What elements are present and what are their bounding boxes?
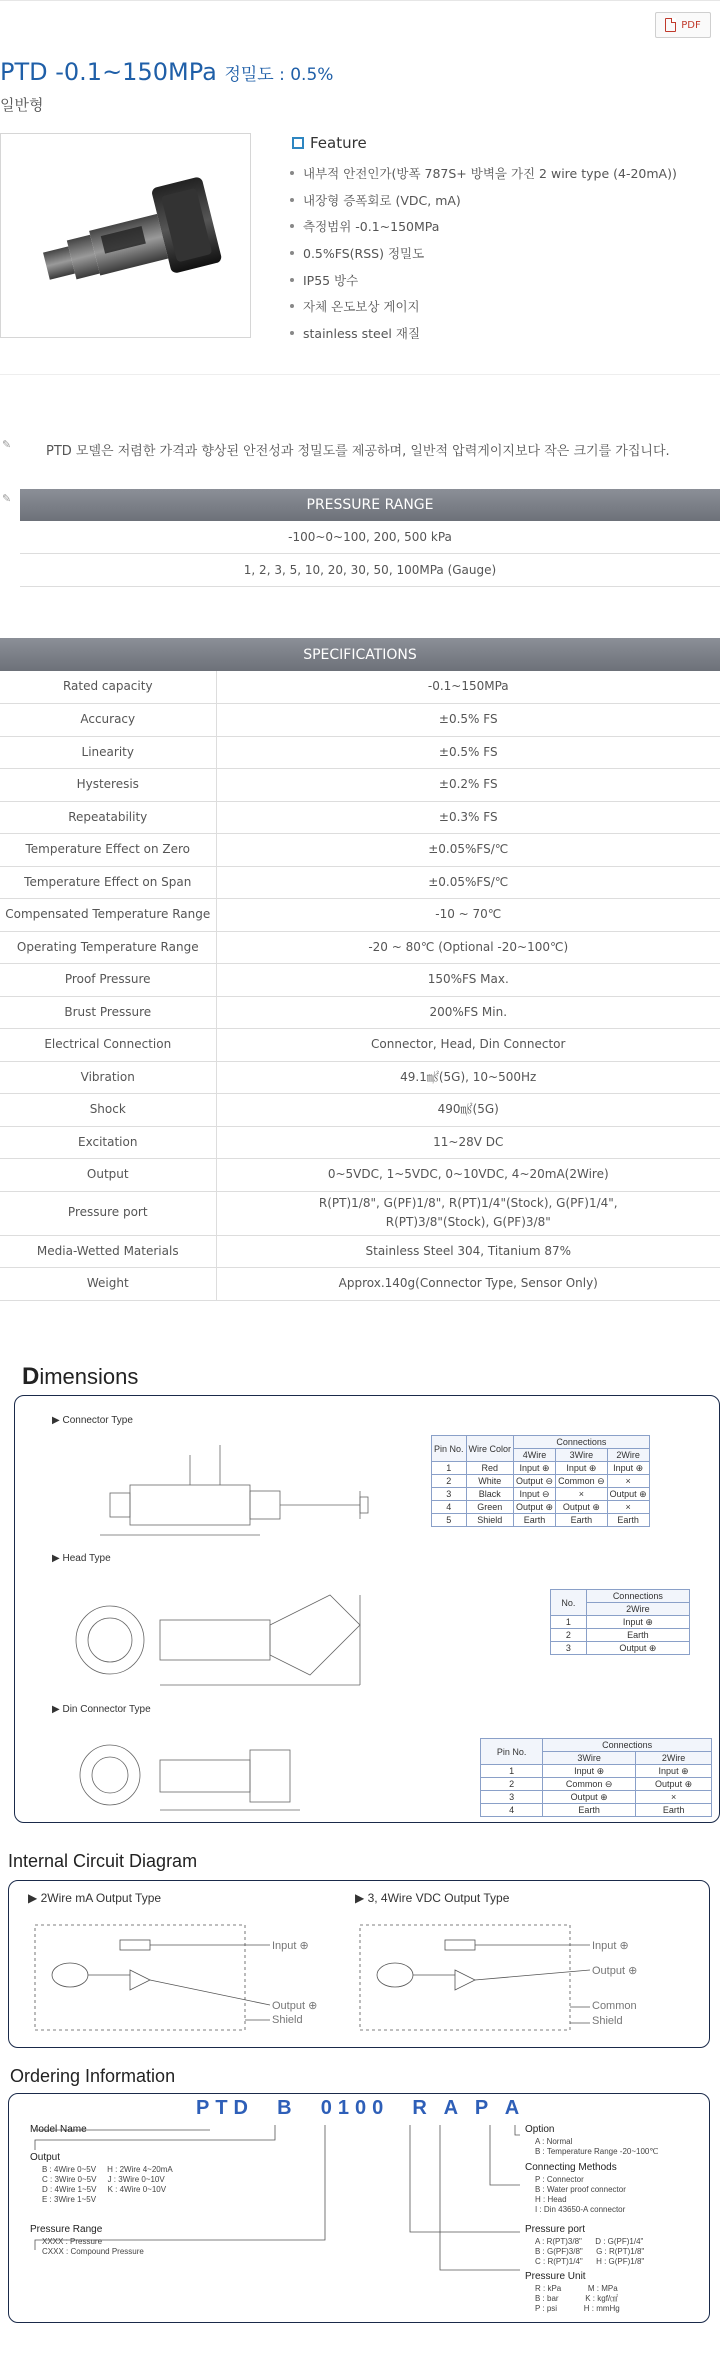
spec-key: Pressure port xyxy=(0,1191,216,1235)
feature-item: 내장형 증폭회로 (VDC, mA) xyxy=(290,187,677,214)
pin-cell: Common ⊖ xyxy=(556,1475,608,1488)
pin-cell: 2 xyxy=(551,1629,587,1642)
col-3wire: 3Wire xyxy=(556,1449,608,1462)
spec-value: ±0.05%FS/℃ xyxy=(216,866,720,899)
pressure-range-header: PRESSURE RANGE xyxy=(20,489,720,521)
pin-cell: 5 xyxy=(432,1514,467,1527)
top-divider xyxy=(0,0,720,1)
spec-value: -20 ~ 80℃ (Optional -20~100℃) xyxy=(216,931,720,964)
spec-key: Proof Pressure xyxy=(0,964,216,997)
pin-row xyxy=(432,1462,650,1475)
code-part: A xyxy=(443,2097,464,2119)
ordering-leader-lines xyxy=(20,2120,520,2310)
option-label: Option xyxy=(525,2124,555,2135)
spec-row xyxy=(0,671,720,704)
spec-value: 49.1㎨(5G), 10~500Hz xyxy=(216,1061,720,1094)
spec-value: 490㎨(5G) xyxy=(216,1094,720,1127)
code-part: PTD xyxy=(196,2097,254,2119)
section-divider xyxy=(0,374,720,375)
ordering-code xyxy=(196,2097,525,2120)
circuit-diagrams xyxy=(30,1915,690,2040)
pressure-port-label: Pressure port xyxy=(525,2224,586,2235)
spec-value: 0~5VDC, 1~5VDC, 0~10VDC, 4~20mA(2Wire) xyxy=(216,1159,720,1192)
spec-value: -0.1~150MPa xyxy=(216,671,720,704)
spec-key: Hysteresis xyxy=(0,769,216,802)
code-part: B xyxy=(277,2097,298,2119)
dimensions-title-rest: imensions xyxy=(39,1364,139,1389)
pressure-range-row: -100~0~100, 200, 500 kPa xyxy=(20,521,720,554)
dimensions-title: Dimensions xyxy=(22,1363,139,1390)
spec-row xyxy=(0,704,720,737)
spec-row xyxy=(0,964,720,997)
feature-list xyxy=(290,160,677,346)
code-part: P xyxy=(474,2097,494,2119)
connecting-methods-label: Connecting Methods xyxy=(525,2162,617,2173)
pressure-port-options: A : R(PT)3/8" D : G(PF)1/4" B : G(PF)3/8" G : R(PT)1/8" C : R(PT)1/4" H : G(PF)1/8" xyxy=(535,2237,645,2266)
circuit-label: Shield xyxy=(592,2015,623,2027)
pin-cell: Output ⊕ xyxy=(543,1791,636,1804)
spec-key: Compensated Temperature Range xyxy=(0,899,216,932)
spec-row xyxy=(0,1094,720,1127)
col-no: No. xyxy=(551,1590,587,1616)
connector-pin-table xyxy=(431,1435,650,1527)
pin-cell: Black xyxy=(466,1488,514,1501)
pin-cell: Output ⊖ xyxy=(514,1475,556,1488)
circuit-label: Output ⊕ xyxy=(592,1965,638,1977)
head-type-label: ▶ Head Type xyxy=(52,1553,111,1564)
spec-key: Brust Pressure xyxy=(0,996,216,1029)
col-pin: Pin No. xyxy=(432,1436,467,1462)
spec-value: -10 ~ 70℃ xyxy=(216,899,720,932)
head-pin-table xyxy=(550,1589,690,1655)
spec-row xyxy=(0,834,720,867)
pin-cell: Earth xyxy=(543,1804,636,1817)
feature-item: 자체 온도보상 게이지 xyxy=(290,293,677,320)
pin-cell: Input ⊕ xyxy=(636,1765,712,1778)
pin-row xyxy=(481,1765,712,1778)
specifications-table xyxy=(0,671,720,1301)
pdf-file-icon xyxy=(665,18,676,32)
spec-row xyxy=(0,996,720,1029)
pin-row xyxy=(481,1804,712,1817)
pin-cell: Common ⊖ xyxy=(543,1778,636,1791)
spec-value: ±0.5% FS xyxy=(216,704,720,737)
spec-key: Weight xyxy=(0,1268,216,1301)
pin-cell: 3 xyxy=(481,1791,543,1804)
spec-value: 200%FS Min. xyxy=(216,996,720,1029)
din-pin-table xyxy=(480,1738,712,1817)
spec-value: ±0.2% FS xyxy=(216,769,720,802)
pin-row xyxy=(432,1475,650,1488)
pdf-label: PDF xyxy=(681,19,701,31)
pin-row xyxy=(481,1791,712,1804)
pin-cell: Input ⊕ xyxy=(556,1462,608,1475)
circuit-label: Input ⊕ xyxy=(592,1940,629,1952)
product-title: PTD -0.1~150MPa xyxy=(0,58,217,86)
pin-cell: 1 xyxy=(432,1462,467,1475)
product-subtitle: 일반형 xyxy=(0,96,44,114)
pin-cell: Output ⊕ xyxy=(556,1501,608,1514)
spec-key: Media-Wetted Materials xyxy=(0,1235,216,1268)
pin-cell: Output ⊕ xyxy=(514,1501,556,1514)
circuit-label: Input ⊕ xyxy=(272,1940,309,1952)
col-2wire: 2Wire xyxy=(607,1449,649,1462)
pin-cell: Earth xyxy=(514,1514,556,1527)
pin-cell: Output ⊕ xyxy=(586,1642,689,1655)
spec-value: R(PT)1/8", G(PF)1/8", R(PT)1/4"(Stock), G(PF)1/4", R(PT)3/8"(Stock), G(PF)3/8" xyxy=(216,1191,720,1235)
pin-cell: × xyxy=(556,1488,608,1501)
pin-cell: 2 xyxy=(481,1778,543,1791)
pin-cell: × xyxy=(636,1791,712,1804)
spec-row xyxy=(0,736,720,769)
spec-key: Repeatability xyxy=(0,801,216,834)
circuit-2wire-title: ▶ 2Wire mA Output Type xyxy=(28,1891,162,1905)
spec-row xyxy=(0,1126,720,1159)
spec-row xyxy=(0,1235,720,1268)
output-options: B : 4Wire 0~5V H : 2Wire 4~20mA C : 3Wire 0~5V J : 3Wire 0~10V D : 4Wire 1~5V K : 4Wire 0~10V E : 3Wire 1~5V xyxy=(42,2165,173,2204)
circuit-34wire-title: ▶ 3, 4Wire VDC Output Type xyxy=(355,1891,510,1905)
code-part: R xyxy=(412,2097,433,2119)
col-2wire: 2Wire xyxy=(586,1603,689,1616)
col-connections: Connections xyxy=(586,1590,689,1603)
pin-cell: 3 xyxy=(432,1488,467,1501)
pin-cell: Input ⊖ xyxy=(514,1488,556,1501)
pressure-range-label: Pressure Range xyxy=(30,2224,103,2235)
pin-cell: White xyxy=(466,1475,514,1488)
pin-cell: × xyxy=(607,1501,649,1514)
spec-key: Shock xyxy=(0,1094,216,1127)
pin-cell: Input ⊕ xyxy=(543,1765,636,1778)
col-2wire: 2Wire xyxy=(636,1752,712,1765)
spec-key: Operating Temperature Range xyxy=(0,931,216,964)
product-accuracy: 정밀도 : 0.5% xyxy=(224,65,334,85)
specifications-header: SPECIFICATIONS xyxy=(0,638,720,671)
spec-key: Output xyxy=(0,1159,216,1192)
spec-value: Stainless Steel 304, Titanium 87% xyxy=(216,1235,720,1268)
circuit-label: Common xyxy=(592,2000,637,2012)
pin-row xyxy=(432,1501,650,1514)
spec-row xyxy=(0,1029,720,1062)
pencil-icon: ✎ xyxy=(2,438,12,451)
pressure-unit-label: Pressure Unit xyxy=(525,2271,586,2282)
spec-value: ±0.3% FS xyxy=(216,801,720,834)
pencil-icon: ✎ xyxy=(2,492,12,505)
col-pin: Pin No. xyxy=(481,1739,543,1765)
spec-key: Accuracy xyxy=(0,704,216,737)
pdf-download-button[interactable] xyxy=(655,12,711,38)
output-label: Output xyxy=(30,2152,61,2163)
pressure-unit-options: R : kPa M : MPa B : bar K : kgf/㎠ P : psi H : mmHg xyxy=(535,2284,620,2313)
connector-type-label: ▶ Connector Type xyxy=(52,1415,133,1426)
pin-cell: Earth xyxy=(586,1629,689,1642)
feature-heading: Feature xyxy=(310,134,367,152)
pin-cell: Red xyxy=(466,1462,514,1475)
col-4wire: 4Wire xyxy=(514,1449,556,1462)
pin-cell: 1 xyxy=(551,1616,587,1629)
spec-value: ±0.05%FS/℃ xyxy=(216,834,720,867)
pin-cell: Earth xyxy=(636,1804,712,1817)
spec-key: Linearity xyxy=(0,736,216,769)
dimension-drawings xyxy=(60,1425,430,1815)
pin-cell: 4 xyxy=(481,1804,543,1817)
pin-row xyxy=(551,1629,690,1642)
spec-row xyxy=(0,1159,720,1192)
pin-row xyxy=(432,1514,650,1527)
spec-row xyxy=(0,1191,720,1235)
col-connections: Connections xyxy=(543,1739,712,1752)
spec-row xyxy=(0,899,720,932)
spec-value: 150%FS Max. xyxy=(216,964,720,997)
pin-cell: Earth xyxy=(556,1514,608,1527)
spec-row xyxy=(0,866,720,899)
feature-item: IP55 방수 xyxy=(290,266,677,293)
feature-item: stainless steel 재질 xyxy=(290,320,677,347)
pin-cell: Green xyxy=(466,1501,514,1514)
spec-row xyxy=(0,769,720,802)
pin-cell: Earth xyxy=(607,1514,649,1527)
din-type-label: ▶ Din Connector Type xyxy=(52,1704,151,1715)
pin-cell: Input ⊕ xyxy=(514,1462,556,1475)
option-options: A : Normal B : Temperature Range -20~100℃ xyxy=(535,2137,659,2156)
pin-cell: × xyxy=(607,1475,649,1488)
ordering-title: Ordering Information xyxy=(10,2066,176,2086)
feature-item: 내부적 안전인가(방폭 787S+ 방벽을 가진 2 wire type (4-20mA)) xyxy=(290,160,677,187)
circuit-label: Output ⊕ xyxy=(272,2000,318,2012)
code-part: 0100 xyxy=(320,2097,390,2119)
product-image xyxy=(0,133,251,338)
pin-cell: 3 xyxy=(551,1642,587,1655)
pin-cell: Input ⊕ xyxy=(586,1616,689,1629)
spec-key: Temperature Effect on Span xyxy=(0,866,216,899)
pin-row xyxy=(481,1778,712,1791)
spec-key: Excitation xyxy=(0,1126,216,1159)
spec-row xyxy=(0,1268,720,1301)
circuit-label: Shield xyxy=(272,2014,303,2026)
intro-text: PTD 모델은 저렴한 가격과 향상된 안전성과 정밀도를 제공하며, 일반적 압력게이지보다 작은 크기를 가집니다. xyxy=(46,444,670,459)
pin-cell: 1 xyxy=(481,1765,543,1778)
col-3wire: 3Wire xyxy=(543,1752,636,1765)
spec-key: Rated capacity xyxy=(0,671,216,704)
feature-item: 0.5%FS(RSS) 정밀도 xyxy=(290,240,677,267)
connecting-methods-options: P : Connector B : Water proof connector H : Head I : Din 43650-A connector xyxy=(535,2175,626,2214)
col-wire: Wire Color xyxy=(466,1436,514,1462)
pin-row xyxy=(551,1642,690,1655)
pin-cell: 4 xyxy=(432,1501,467,1514)
spec-row xyxy=(0,1061,720,1094)
spec-key: Vibration xyxy=(0,1061,216,1094)
spec-key: Electrical Connection xyxy=(0,1029,216,1062)
spec-key: Temperature Effect on Zero xyxy=(0,834,216,867)
pin-cell: Output ⊕ xyxy=(636,1778,712,1791)
pin-cell: Input ⊕ xyxy=(607,1462,649,1475)
spec-value: 11~28V DC xyxy=(216,1126,720,1159)
model-name-label: Model Name xyxy=(30,2124,87,2135)
pin-row xyxy=(432,1488,650,1501)
pressure-range-options: XXXX : Pressure CXXX : Compound Pressure xyxy=(42,2237,144,2256)
spec-value: Approx.140g(Connector Type, Sensor Only) xyxy=(216,1268,720,1301)
feature-square-icon xyxy=(292,137,304,149)
pin-cell: 2 xyxy=(432,1475,467,1488)
page-title xyxy=(0,58,333,86)
spec-row xyxy=(0,931,720,964)
pin-row xyxy=(551,1616,690,1629)
internal-circuit-title: Internal Circuit Diagram xyxy=(8,1851,198,1871)
spec-value: ±0.5% FS xyxy=(216,736,720,769)
spec-value: Connector, Head, Din Connector xyxy=(216,1029,720,1062)
pin-cell: Shield xyxy=(466,1514,514,1527)
code-part: A xyxy=(504,2097,526,2119)
feature-item: 측정범위 -0.1~150MPa xyxy=(290,213,677,240)
pin-cell: Output ⊕ xyxy=(607,1488,649,1501)
spec-row xyxy=(0,801,720,834)
col-connections: Connections xyxy=(514,1436,650,1449)
pressure-range-row: 1, 2, 3, 5, 10, 20, 30, 50, 100MPa (Gauge) xyxy=(20,554,720,587)
